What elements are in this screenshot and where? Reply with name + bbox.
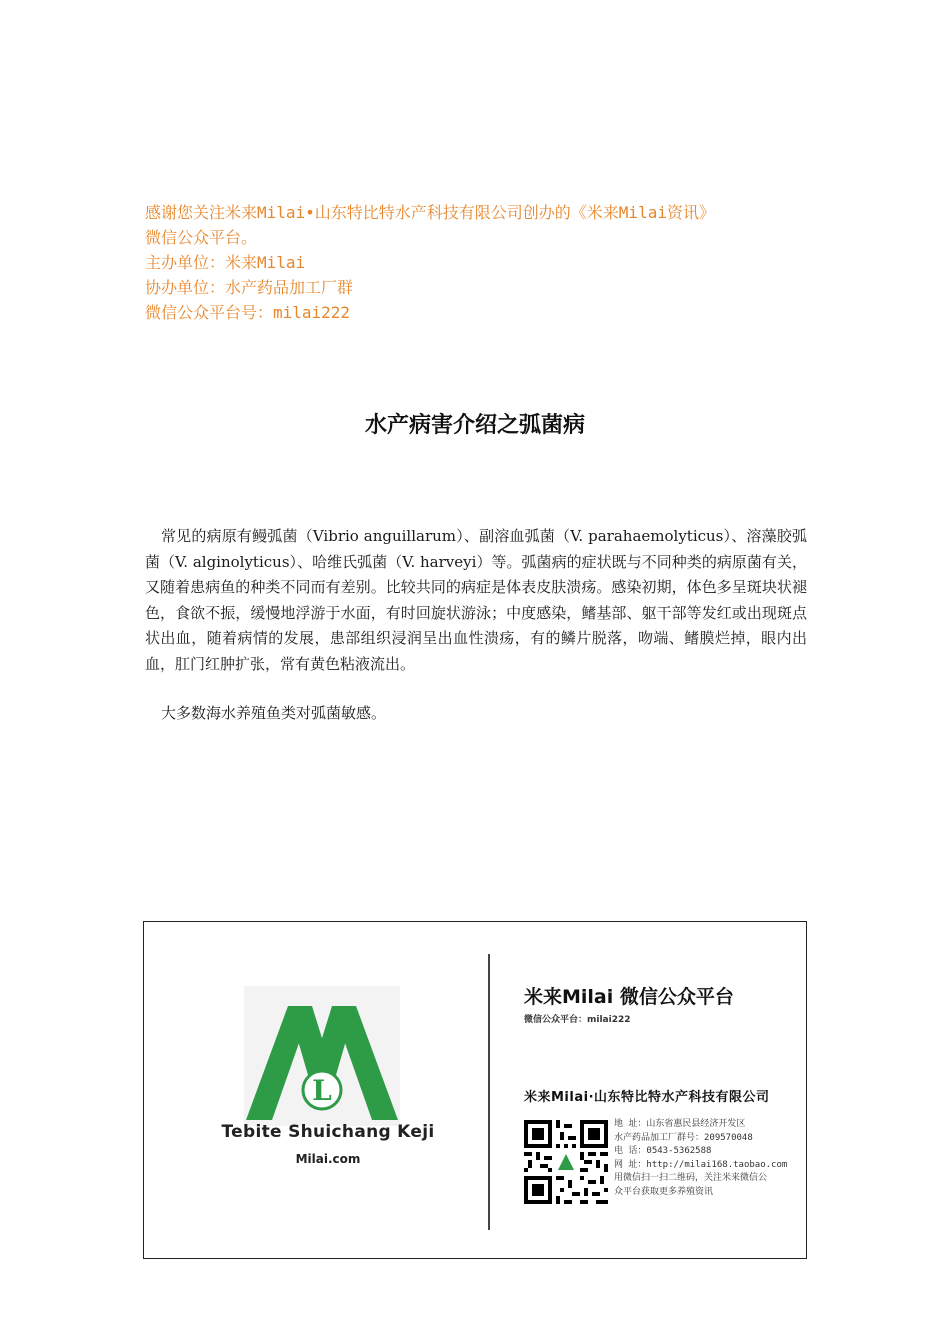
card-title: 米来Milai 微信公众平台 [524,986,734,1008]
contact-phone: 电 话：0543-5362588 [614,1146,712,1156]
qr-code [524,1120,608,1204]
article-title: 水产病害介绍之弧菌病 [364,413,585,438]
contact-scan-note-2: 众平台获取更多养殖资讯 [614,1186,714,1197]
intro-line-cohost: 协办单位：水产药品加工厂群 [145,278,354,297]
card-subtitle: 微信公众平台：milai222 [524,1015,631,1025]
intro-block [145,200,825,325]
business-card [143,921,807,1259]
intro-line-host: 主办单位：米来Milai [145,253,306,272]
article-paragraph-2: 大多数海水养殖鱼类对弧菌敏感。 [161,704,387,722]
card-divider [488,954,490,1230]
card-company: 米来Milai·山东特比特水产科技有限公司 [524,1090,770,1105]
contact-info [614,1118,804,1199]
intro-line-platform: 微信公众平台。 [145,228,258,247]
contact-scan-note: 用微信扫一扫二维码，关注米来微信公 [614,1173,768,1183]
intro-line-account: 微信公众平台号：milai222 [145,303,351,322]
article-paragraph-1: 常见的病原有鳗弧菌（Vibrio anguillarum）、副溶血弧菌（V. parahaemolyticus）、溶藻胶弧菌（V. alginolyticus）、哈维氏弧菌（V. harveyi）等。弧菌病的症状既与不同种类的病原菌有关，又随着患病鱼的种类不同而有差别。比较共同的病症是体表皮肤溃疡。感染初期，体色多呈斑块状褪色，食欲不振，缓慢地浮游于水面，有时回旋状游泳；中度感染，鳍基部、躯干部等发红或出现斑点状出血，随着病情的发展，患部组织浸润呈出血性溃疡，有的鳞片脱落，吻端、鳍膜烂掉，眼内出血，肛门红肿扩张，常有黄色粘液流出。 [145,527,807,673]
logo-letter: L [312,1074,332,1107]
logo-url: Milai.com [295,1152,361,1166]
contact-website: 网 址：http://milai168.taobao.com [614,1159,788,1170]
contact-address: 地 址：山东省惠民县经济开发区 [614,1119,746,1129]
milai-logo [244,992,400,1132]
intro-line-thanks: 感谢您关注米来Milai•山东特比特水产科技有限公司创办的《米来Milai资讯》 [145,203,715,222]
contact-group: 水产药品加工厂群号：209570048 [614,1132,753,1143]
logo-wordmark: Tebite Shuichang Keji [221,1122,435,1142]
article-body [145,524,807,727]
